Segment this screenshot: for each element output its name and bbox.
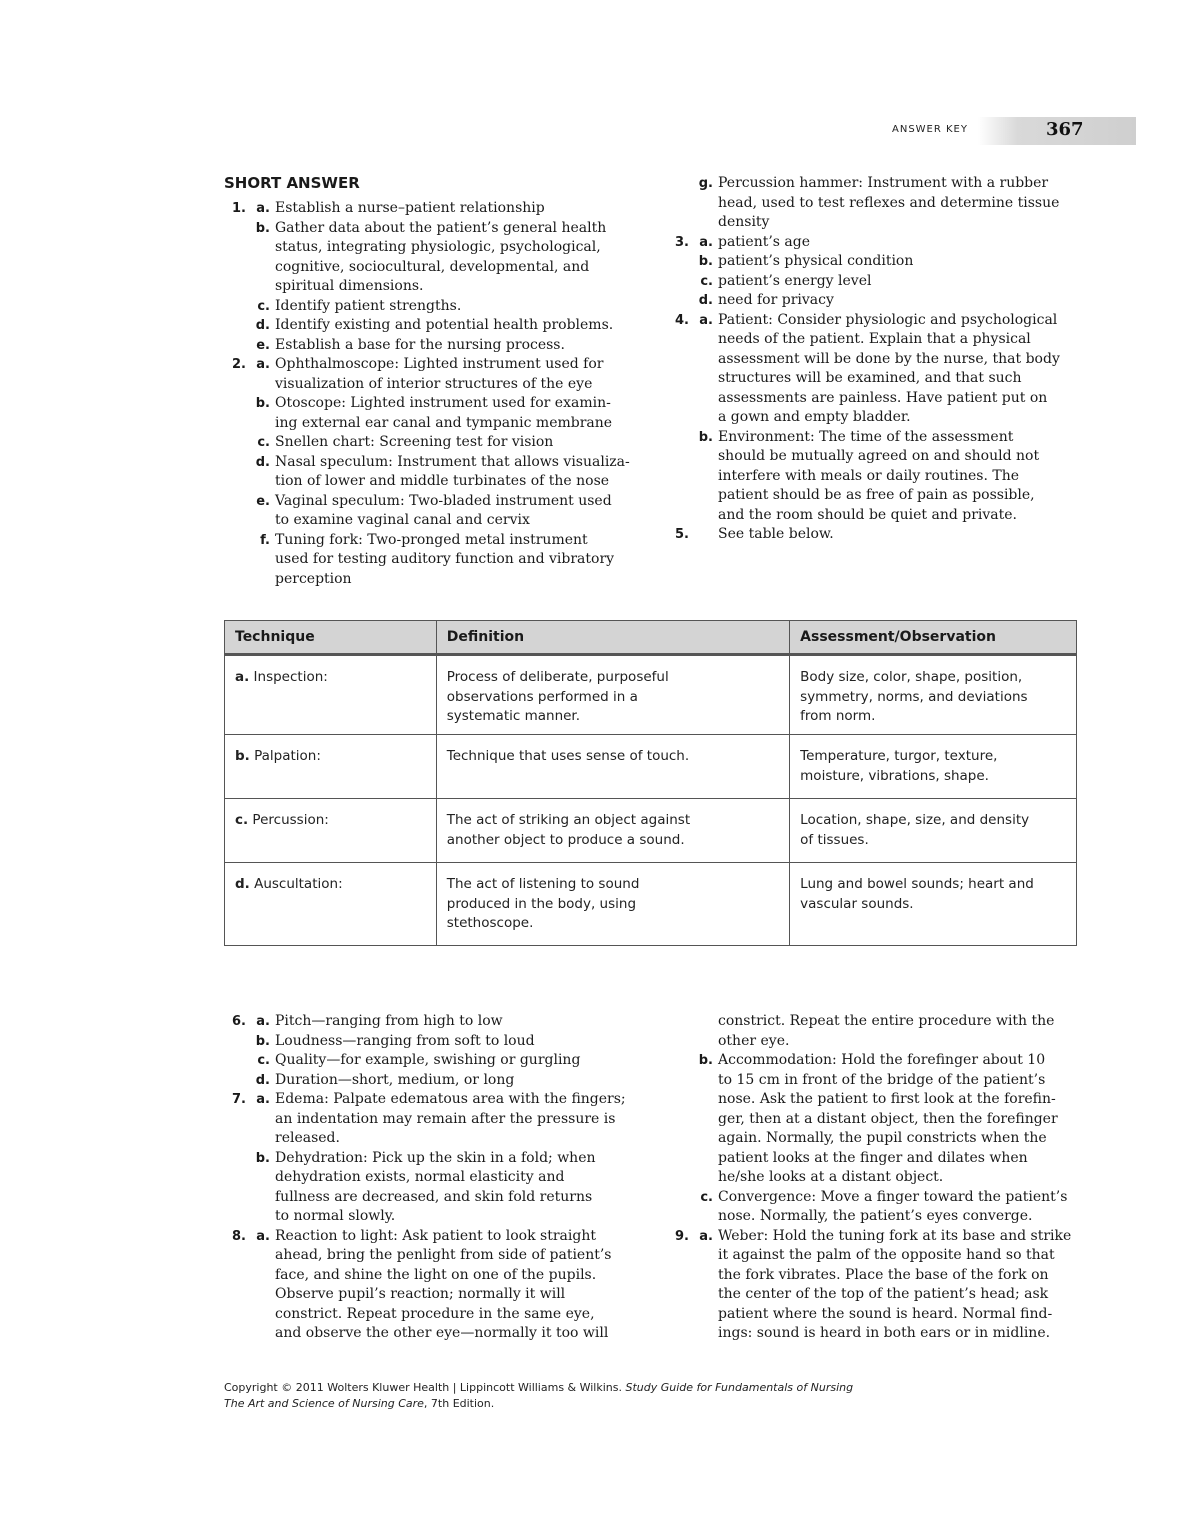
- header-technique: Technique: [225, 621, 437, 655]
- answer-text-line: and observe the other eye—normally it too will: [275, 1325, 609, 1341]
- answer-text-line: Identify patient strengths.: [275, 297, 462, 314]
- page-header: [0, 117, 1200, 145]
- technique-table: [224, 620, 1077, 946]
- answer-item: [698, 428, 1085, 526]
- assessment-line: Temperature, turgor, texture,: [800, 748, 998, 764]
- table-header-row: [225, 621, 1077, 655]
- running-head: ANSWER KEY: [892, 124, 968, 135]
- answer-item: [256, 199, 642, 219]
- definition-line: systematic manner.: [446, 708, 581, 724]
- answer-text-line: should be mutually agreed on and should not: [718, 448, 1040, 464]
- answer-text-line: it against the palm of the opposite hand so that: [718, 1247, 1055, 1263]
- answer-text-line: Observe pupil’s reaction; normally it will: [275, 1286, 566, 1302]
- answer-item: [255, 1149, 642, 1227]
- assessment-line: Location, shape, size, and density: [800, 812, 1030, 828]
- item-letter: c.: [700, 1189, 713, 1205]
- section-title: SHORT ANSWER: [224, 174, 360, 192]
- answer-item: [699, 311, 1085, 428]
- footer-book-title: Study Guide for Fundamentals of Nursing: [625, 1381, 854, 1394]
- answer-item: [256, 355, 642, 394]
- answer-text-line: Pitch—ranging from high to low: [275, 1013, 503, 1029]
- question-number: 3.: [675, 234, 689, 250]
- technique-name: Percussion:: [248, 812, 329, 828]
- answer-text-line: constrict. Repeat procedure in the same eye,: [275, 1305, 595, 1322]
- question-block: [224, 1090, 642, 1227]
- question-number: 2.: [232, 357, 246, 372]
- item-letter: c.: [257, 435, 270, 450]
- question-number: 1.: [232, 201, 246, 216]
- assessment-line: of tissues.: [800, 831, 869, 848]
- answer-text-line: assessment will be done by the nurse, that body: [718, 350, 1060, 367]
- answer-text-line: Nasal speculum: Instrument that allows visualiza-: [275, 453, 630, 470]
- answer-text-line: tion of lower and middle turbinates of the nose: [275, 473, 610, 489]
- answer-item: [718, 1012, 1085, 1051]
- item-letter: a.: [256, 357, 270, 372]
- answer-text-line: patient’s age: [718, 233, 811, 250]
- item-letter: a.: [699, 1228, 713, 1244]
- technique-letter: c.: [235, 812, 249, 828]
- answer-item: [699, 233, 1085, 253]
- answer-text-line: Reaction to light: Ask patient to look straight: [275, 1227, 596, 1244]
- item-letter: b.: [255, 1033, 270, 1049]
- item-letter: c.: [257, 298, 270, 314]
- answer-item: [257, 297, 642, 317]
- question-block: [224, 1012, 642, 1090]
- answer-text-line: Identify existing and potential health problems.: [275, 317, 614, 333]
- assessment-line: moisture, vibrations, shape.: [800, 767, 989, 784]
- answer-item: [256, 1090, 642, 1149]
- question-block: [224, 199, 642, 355]
- answer-text-line: a gown and empty bladder.: [718, 409, 911, 425]
- answer-text-line: Duration—short, medium, or long: [275, 1071, 515, 1088]
- question-block: [667, 525, 1085, 545]
- item-letter: b.: [255, 396, 270, 411]
- answer-text-line: Gather data about the patient’s general health: [275, 219, 607, 236]
- answer-text-line: Environment: The time of the assessment: [718, 428, 1014, 445]
- technique-letter: d.: [235, 876, 250, 892]
- table-row: [225, 863, 1077, 946]
- footer-edition: , 7th Edition.: [423, 1397, 495, 1410]
- answer-text-line: needs of the patient. Explain that a physical: [718, 331, 1031, 347]
- answer-item: [700, 1188, 1085, 1227]
- answer-text-line: nose. Ask the patient to first look at the forefin-: [718, 1091, 1056, 1107]
- question-block: [667, 311, 1085, 526]
- answer-item: [255, 316, 642, 336]
- question-block: [224, 1227, 642, 1344]
- item-letter: d.: [255, 454, 270, 470]
- question-block: [667, 233, 1085, 311]
- definition-line: The act of striking an object against: [446, 812, 691, 828]
- footer-line-1: [224, 1380, 1024, 1396]
- answer-item: [255, 1071, 642, 1091]
- definition-line: produced in the body, using: [446, 895, 637, 912]
- answer-text-line: Accommodation: Hold the forefinger about 10: [718, 1052, 1046, 1068]
- answer-text-line: ahead, bring the penlight from side of patient’s: [275, 1247, 612, 1263]
- question-block: [667, 174, 1085, 233]
- answer-text-line: used for testing auditory function and vibratory: [275, 551, 615, 567]
- technique-letter: b.: [235, 748, 250, 764]
- question-block: [667, 1012, 1085, 1227]
- assessment-line: from norm.: [800, 708, 876, 724]
- answer-item: [255, 1032, 642, 1052]
- technique-cell: [225, 735, 437, 799]
- answer-text-line: Quality—for example, swishing or gurgling: [275, 1052, 581, 1068]
- answer-text-line: constrict. Repeat the entire procedure with the: [718, 1013, 1055, 1029]
- answer-text-line: to 15 cm in front of the bridge of the patient’s: [718, 1071, 1046, 1088]
- assessment-cell: [790, 655, 1077, 735]
- answer-text-line: ger, then at a distant object, then the forefinger: [718, 1110, 1058, 1127]
- item-letter: c.: [700, 273, 713, 289]
- question-number: 7.: [232, 1092, 246, 1107]
- item-letter: g.: [698, 176, 713, 191]
- item-letter: a.: [256, 201, 270, 216]
- answer-text-line: visualization of interior structures of the eye: [275, 375, 593, 392]
- definition-line: another object to produce a sound.: [446, 831, 685, 848]
- item-letter: e.: [256, 337, 270, 353]
- assessment-line: symmetry, norms, and deviations: [800, 688, 1028, 705]
- question-number: 8.: [232, 1228, 246, 1244]
- technique-name: Palpation:: [249, 748, 321, 764]
- definition-cell: [436, 735, 789, 799]
- technique-letter: a.: [235, 669, 250, 685]
- answer-text-line: Edema: Palpate edematous area with the fingers;: [275, 1091, 626, 1107]
- technique-name: Auscultation:: [249, 876, 343, 892]
- answer-text-line: released.: [275, 1130, 340, 1146]
- answer-text-line: patient where the sound is heard. Normal find-: [718, 1305, 1053, 1322]
- definition-line: Technique that uses sense of touch.: [446, 748, 690, 764]
- answer-item: [256, 1227, 642, 1344]
- answer-text-line: patient should be as free of pain as possible,: [718, 487, 1035, 503]
- answer-item: [698, 174, 1085, 233]
- technique-name: Inspection:: [249, 669, 328, 685]
- answer-item: [256, 1012, 642, 1032]
- answer-text-line: ing external ear canal and tympanic membrane: [275, 414, 613, 431]
- answer-text-line: perception: [275, 570, 352, 587]
- answer-text-line: Weber: Hold the tuning fork at its base and strike: [718, 1227, 1072, 1244]
- answer-item: [257, 1051, 642, 1071]
- column-3: [224, 1012, 642, 1344]
- answer-text-line: See table below.: [718, 526, 834, 542]
- item-letter: a.: [699, 312, 713, 328]
- question-number: 9.: [675, 1228, 689, 1244]
- page-number: 367: [1046, 119, 1084, 140]
- item-letter: d.: [255, 1072, 270, 1088]
- item-letter: b.: [255, 1150, 270, 1166]
- table-row: [225, 735, 1077, 799]
- item-letter: f.: [260, 532, 270, 548]
- item-letter: a.: [256, 1228, 270, 1244]
- assessment-line: Body size, color, shape, position,: [800, 669, 1023, 685]
- assessment-line: vascular sounds.: [800, 895, 914, 912]
- footer-copyright: Copyright © 2011 Wolters Kluwer Health | Lippincott Williams & Wilkins.: [224, 1381, 626, 1394]
- technique-cell: [225, 655, 437, 735]
- item-letter: b.: [698, 429, 713, 445]
- item-letter: a.: [699, 234, 713, 250]
- answer-text-line: head, used to test reflexes and determine tissue: [718, 194, 1060, 211]
- column-4: [667, 1012, 1085, 1344]
- answer-item: [700, 272, 1085, 292]
- item-letter: b.: [698, 254, 713, 269]
- answer-text-line: an indentation may remain after the pressure is: [275, 1110, 616, 1127]
- answer-text-line: he/she looks at a distant object.: [718, 1169, 944, 1185]
- answer-text-line: structures will be examined, and that such: [718, 370, 1022, 386]
- answer-item: [255, 394, 642, 433]
- answer-text-line: ings: sound is heard in both ears or in midline.: [718, 1325, 1051, 1341]
- answer-text-line: patient looks at the finger and dilates when: [718, 1149, 1028, 1166]
- answer-text-line: face, and shine the light on one of the pupils.: [275, 1266, 597, 1283]
- column-1: [224, 174, 642, 589]
- definition-cell: [436, 655, 789, 735]
- answer-text-line: and the room should be quiet and private.: [718, 506, 1018, 523]
- item-letter: e.: [256, 493, 270, 509]
- answer-item: [698, 1051, 1085, 1188]
- answer-text-line: Tuning fork: Two-pronged metal instrument: [275, 531, 588, 548]
- definition-cell: [436, 863, 789, 946]
- answer-text-line: Establish a nurse–patient relationship: [275, 200, 545, 216]
- answer-text-line: fullness are decreased, and skin fold returns: [275, 1188, 593, 1205]
- definition-line: Process of deliberate, purposeful: [446, 669, 669, 685]
- question-number: 4.: [675, 312, 689, 328]
- answer-text-line: assessments are painless. Have patient put on: [718, 389, 1048, 406]
- item-letter: b.: [698, 1053, 713, 1068]
- item-letter: a.: [256, 1092, 270, 1107]
- answer-item: [257, 433, 642, 453]
- answer-text-line: patient’s physical condition: [718, 253, 914, 269]
- assessment-cell: [790, 799, 1077, 863]
- answer-text-line: status, integrating physiologic, psychological,: [275, 239, 601, 255]
- answer-text-line: density: [718, 214, 770, 230]
- answer-text-line: nose. Normally, the patient’s eyes converge.: [718, 1208, 1033, 1224]
- question-number: 6.: [232, 1014, 246, 1029]
- answer-text-line: other eye.: [718, 1032, 790, 1049]
- footer-line-2: [224, 1396, 1024, 1412]
- question-number: 5.: [675, 527, 689, 542]
- header-assessment: Assessment/Observation: [790, 621, 1077, 655]
- answer-text-line: dehydration exists, normal elasticity and: [275, 1169, 565, 1185]
- answer-item: [698, 252, 1085, 272]
- answer-text-line: Percussion hammer: Instrument with a rubber: [718, 175, 1049, 191]
- answer-text-line: to normal slowly.: [275, 1208, 396, 1224]
- definition-line: stethoscope.: [446, 915, 534, 931]
- answer-text-line: Ophthalmoscope: Lighted instrument used for: [275, 356, 604, 372]
- answer-text-line: to examine vaginal canal and cervix: [275, 512, 530, 528]
- copyright-footer: [224, 1380, 1024, 1412]
- question-block: [667, 1227, 1085, 1344]
- table-row: [225, 655, 1077, 735]
- answer-text-line: Otoscope: Lighted instrument used for examin-: [275, 395, 611, 411]
- answer-item: [255, 219, 642, 297]
- answer-text-line: the center of the top of the patient’s head; ask: [718, 1286, 1049, 1302]
- technique-cell: [225, 799, 437, 863]
- footer-subtitle: The Art and Science of Nursing Care: [224, 1397, 424, 1410]
- answer-item: [256, 492, 642, 531]
- answer-text-line: Patient: Consider physiologic and psychological: [718, 311, 1058, 328]
- answer-text-line: again. Normally, the pupil constricts when the: [718, 1130, 1047, 1146]
- definition-line: observations performed in a: [446, 688, 638, 705]
- answer-text-line: interfere with meals or daily routines. The: [718, 467, 1020, 484]
- assessment-cell: [790, 735, 1077, 799]
- answer-text-line: Establish a base for the nursing process.: [275, 336, 565, 353]
- item-letter: d.: [255, 318, 270, 333]
- answer-text-line: Loudness—ranging from soft to loud: [275, 1032, 535, 1049]
- item-letter: c.: [257, 1053, 270, 1068]
- answer-text-line: Convergence: Move a finger toward the patient’s: [718, 1188, 1068, 1205]
- definition-line: The act of listening to sound: [446, 876, 640, 892]
- header-definition: Definition: [436, 621, 789, 655]
- item-letter: b.: [255, 220, 270, 236]
- item-letter: d.: [698, 293, 713, 308]
- definition-cell: [436, 799, 789, 863]
- column-2: [667, 174, 1085, 545]
- answer-text-line: the fork vibrates. Place the base of the fork on: [718, 1266, 1049, 1283]
- question-block: [224, 355, 642, 589]
- answer-text-line: patient’s energy level: [718, 272, 872, 289]
- answer-item: [255, 453, 642, 492]
- answer-text-line: spiritual dimensions.: [275, 278, 424, 294]
- answer-text-line: Snellen chart: Screening test for vision: [275, 434, 554, 450]
- answer-item: [256, 336, 642, 356]
- assessment-line: Lung and bowel sounds; heart and: [800, 876, 1034, 892]
- table-row: [225, 799, 1077, 863]
- item-letter: a.: [256, 1014, 270, 1029]
- answer-item: [699, 1227, 1085, 1344]
- answer-item: [718, 525, 1085, 545]
- answer-text-line: Vaginal speculum: Two-bladed instrument used: [275, 492, 612, 509]
- answer-item: [698, 291, 1085, 311]
- answer-text-line: need for privacy: [718, 292, 834, 308]
- answer-item: [260, 531, 642, 590]
- assessment-cell: [790, 863, 1077, 946]
- answer-text-line: cognitive, sociocultural, developmental, and: [275, 258, 590, 275]
- technique-cell: [225, 863, 437, 946]
- answer-text-line: Dehydration: Pick up the skin in a fold; when: [275, 1149, 596, 1166]
